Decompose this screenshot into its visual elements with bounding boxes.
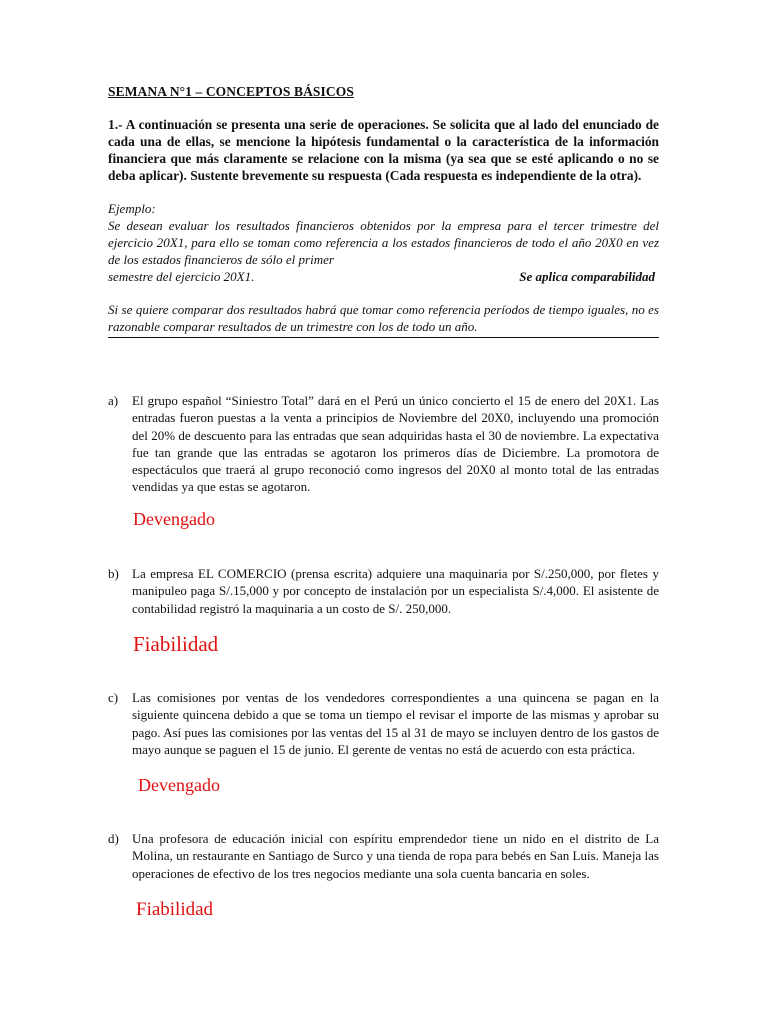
item-marker: d) (108, 831, 119, 846)
item-marker: a) (108, 393, 119, 408)
example-last-text: semestre del ejercicio 20X1. (108, 269, 255, 284)
item-a (108, 392, 659, 496)
item-marker: b) (108, 566, 119, 581)
item-marker: c) (108, 690, 119, 705)
item-d (108, 830, 659, 882)
example-answer: Se aplica comparabilidad (519, 269, 655, 284)
item-b-answer: Fiabilidad (133, 632, 219, 656)
item-text: Una profesora de educación inicial con espíritu emprendedor tiene un nido en el distrito de La Molina, un restaurante en Santiago de Surco y una tienda de ropa para bebés en San Luis. Maneja las operaciones de efectivo de los tres negocios mediante una sola cuenta bancaria en soles. (132, 831, 659, 881)
item-text: La empresa EL COMERCIO (prensa escrita) adquiere una maquinaria por S/.250,000, por fletes y manipuleo paga S/.15,000 y por concepto de instalación por un especialista S/.4,000. El asistente de contabilidad registró la maquinaria a un costo de S/. 250,000. (132, 566, 659, 616)
section-divider (108, 337, 659, 338)
item-c-answer: Devengado (138, 775, 220, 795)
question-statement: 1.- A continuación se presenta una serie de operaciones. Se solicita que al lado del enunciado de cada una de ellas, se mencione la hipótesis fundamental o la característica de la información financiera que más claramente se relacione con la misma (ya sea que se esté aplicando o no se deba aplicar). Sustente brevemente su respuesta (Cada respuesta es independiente de la otra). (108, 117, 659, 183)
example-last-line (108, 268, 659, 285)
item-text: Las comisiones por ventas de los vendedores correspondientes a una quincena se pagan en la siguiente quincena debido a que se toma un tiempo el revisar el importe de las mismas y aprobar su pago. Así pues las comisiones por las ventas del 15 al 31 de mayo se incluyen dentro de los gastos de mayo aunque se paguen el 15 de junio. El gerente de ventas no está de acuerdo con esta práctica. (132, 690, 659, 757)
item-a-answer: Devengado (133, 509, 215, 529)
example-note: Si se quiere comparar dos resultados habrá que tomar como referencia períodos de tiempo iguales, no es razonable comparar resultados de un trimestre con los de todo un año. (108, 302, 659, 334)
example-label: Ejemplo: (108, 201, 156, 216)
page-title: SEMANA N°1 – CONCEPTOS BÁSICOS (108, 84, 354, 99)
item-b (108, 565, 659, 617)
document-page (108, 84, 659, 338)
item-text: El grupo español “Siniestro Total” dará en el Perú un único concierto el 15 de enero del 20X1. Las entradas fueron puestas a la venta a principios de Noviembre del 20X0, incluyendo una promoción del 20% de descuento para las entradas que sean adquiridas hasta el 30 de noviembre. La expectativa fue tan grande que las entradas se agotaron los primeros días de Diciembre. La promotora de espectáculos que traerá al grupo reconoció como ingresos del 20X0 al monto total de las entradas vendidas ya que estas se agotaron. (132, 393, 659, 495)
item-d-answer: Fiabilidad (136, 899, 214, 920)
example-body: Se desean evaluar los resultados financieros obtenidos por la empresa para el tercer trimestre del ejercicio 20X1, para ello se toman como referencia a los estados financieros de todo el año 20X0 en vez de los estados financieros de sólo el primer (108, 218, 659, 267)
item-c (108, 689, 659, 758)
